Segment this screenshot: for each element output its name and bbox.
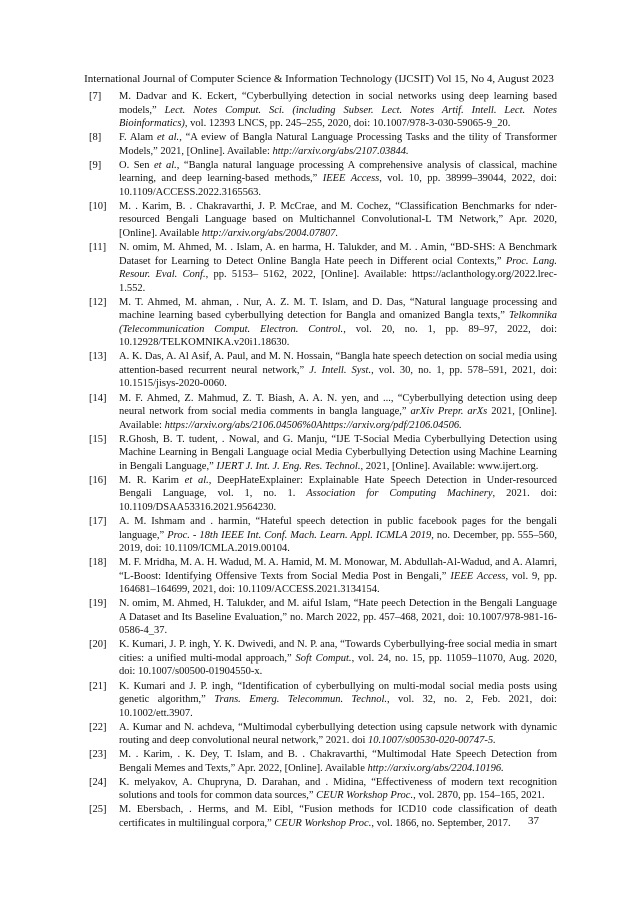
reference-segment: M. Dadvar and K. Eckert, “Cyberbullying detection in social networks using deep learning based models,” [119, 91, 557, 116]
reference-segment: K. melyakov, A. Chupryna, D. Darahan, and . Midina, “Effectiveness of modern text recognition solutions and tools for common data sources,” [119, 776, 557, 802]
reference-item [89, 433, 557, 474]
reference-segment: A. K. Das, A. Al Asif, A. Paul, and M. N. Hossain, “Bangla hate speech detection on social media using attention-based recurrent neural network,” [119, 351, 557, 376]
reference-text [119, 516, 557, 554]
reference-segment: N. omim, M. Ahmed, M. . Islam, A. en harma, H. Talukder, and M. . Amin, “BD-SHS: A Benchmark Dataset for Learning to Detect Online Bangla Hate peech in Different ocial Contexts,” [119, 242, 557, 267]
reference-italic-segment: http://arxiv.org/abs/2004.07807. [201, 227, 339, 239]
reference-segment: , “Bangla natural language processing A comprehensive analysis of classical, machine learning, and deep learning-based methods,” [119, 159, 557, 185]
reference-segment: K. Kumari, J. P. ingh, Y. K. Dwivedi, and N. P. ana, “Towards Cyberbullying-free social media in smart cities: a unified multi-modal approach,” [119, 639, 557, 664]
reference-italic-segment: http://arxiv.org/abs/2107.03844. [272, 145, 409, 157]
reference-text [119, 91, 557, 129]
reference-segment: , vol. 32, no. 2, Feb. 2021, doi: 10.1002/ett.3907. [119, 694, 557, 719]
reference-item [89, 776, 557, 803]
reference-number: [15] [89, 433, 107, 445]
reference-item [89, 200, 557, 241]
reference-segment: M. Ebersbach, . Herms, and M. Eibl, “Fusion methods for ICD10 code classification of death certificates in multilingual corpora,” [119, 804, 557, 829]
reference-item [89, 680, 557, 721]
reference-italic-segment: https://arxiv.org/abs/2106.04506%0Ahttps://arxiv.org/pdf/2106.04506. [164, 419, 462, 431]
reference-italic-segment: J. Intell. Syst. [309, 364, 372, 376]
reference-segment: , vol. 10, pp. 38999–39044, 2022, doi: 10.1109/ACCESS.2022.3165563. [119, 173, 557, 198]
reference-italic-segment: CEUR Workshop Proc. [316, 790, 414, 802]
reference-segment: , DeepHateExplainer: Explainable Hate Speech Detection in Under-resourced Bengali Language, vol. 1, no. 1. [119, 474, 557, 500]
reference-text [119, 475, 557, 513]
reference-text [119, 804, 557, 829]
reference-number: [9] [89, 159, 102, 171]
reference-item [89, 131, 557, 158]
reference-number: [13] [89, 351, 107, 363]
reference-segment: , vol. 2870, pp. 154–165, 2021. [413, 790, 545, 802]
reference-text [119, 681, 557, 719]
reference-segment: F. Alam [119, 132, 157, 144]
reference-segment: , “A eview of Bangla Natural Language Processing Tasks and the tility of Transformer Models,” 2021, [Online]. Available: [119, 132, 557, 157]
reference-segment: K. Kumari and J. P. ingh, “Identification of cyberbullying on multi-modal social media posts using genetic algorithm,” [119, 680, 557, 706]
reference-text [119, 434, 557, 472]
reference-italic-segment: IEEE Access [322, 173, 380, 185]
reference-number: [20] [89, 639, 107, 651]
reference-segment: , 2021. doi: 10.1109/DSAA53316.2021.9564230. [119, 488, 557, 513]
reference-item [89, 556, 557, 597]
reference-number: [17] [89, 515, 107, 527]
reference-item [89, 597, 557, 638]
reference-number: [18] [89, 557, 107, 569]
reference-segment: , vol. 9, pp. 164681–164699, 2021, doi: 10.1109/ACCESS.2021.3134154. [119, 570, 557, 596]
reference-item [89, 515, 557, 556]
reference-italic-segment: Trans. Emerg. Telecommun. Technol. [214, 694, 388, 706]
reference-segment: M. . Karim, . K. Dey, T. Islam, and B. . Chakravarthi, “Multimodal Hate Speech Detection from Bengali Memes and Texts,” Apr. 2022, [Online]. Available [119, 749, 557, 774]
reference-italic-segment: 10.1007/s00530-020-00747-5. [368, 735, 496, 747]
reference-item [89, 803, 557, 830]
reference-item [89, 392, 557, 433]
reference-text [119, 722, 557, 747]
reference-text [119, 351, 557, 389]
reference-italic-segment: Proc. Lang. Resour. Eval. Conf. [119, 255, 557, 281]
reference-number: [23] [89, 749, 107, 761]
page-number: 37 [528, 815, 539, 827]
reference-item [89, 296, 557, 350]
reference-text [119, 160, 557, 198]
reference-number: [12] [89, 296, 107, 308]
reference-list [89, 90, 557, 831]
journal-header: International Journal of Computer Science & Information Technology (IJCSIT) Vol 15, No 4, August 2023 [84, 73, 554, 85]
reference-number: [11] [89, 242, 107, 254]
reference-item [89, 748, 557, 775]
reference-number: [14] [89, 392, 107, 404]
reference-segment: , pp. 5153– 5162, 2022, [Online]. Available: https://aclanthology.org/2022.lrec-1.552. [119, 269, 557, 294]
reference-item [89, 241, 557, 295]
reference-italic-segment: CEUR Workshop Proc. [274, 817, 372, 829]
reference-segment: M. . Karim, B. . Chakravarthi, J. P. McCrae, and M. Cochez, “Classification Benchmarks for nder-resourced Bengali Language based on Multichannel Convolutional-L TM Network,” Apr. 2020, [Online]. Available [119, 200, 557, 239]
reference-italic-segment: et al. [153, 159, 177, 171]
reference-segment: M. T. Ahmed, M. ahman, . Nur, A. Z. M. T. Islam, and D. Das, “Natural language processing and machine learning based cyberbullying detection for Bangla and omanized Bangla texts,” [119, 296, 557, 322]
reference-segment: 2021, [Online]. Available: [119, 406, 557, 431]
reference-italic-segment: IEEE Access [450, 570, 506, 582]
reference-italic-segment: http://arxiv.org/abs/2204.10196. [367, 762, 504, 774]
reference-text [119, 297, 557, 349]
reference-number: [24] [89, 776, 107, 788]
reference-segment: R.Ghosh, B. T. tudent, . Nowal, and G. Manju, “IJE T-Social Media Cyberbullying Detection using Machine Learning in Bengali Language ocial Media Cyberbullying Detection using Machine Learning in Bengali Language,” [119, 433, 557, 472]
reference-number: [7] [89, 91, 102, 102]
reference-segment: , 2021, [Online]. Available: www.ijert.org. [360, 460, 539, 472]
reference-text [119, 132, 557, 157]
reference-text [119, 393, 557, 431]
reference-italic-segment: Association for Computing Machinery [306, 488, 493, 500]
reference-text [119, 777, 557, 802]
reference-item [89, 90, 557, 131]
reference-segment: , no. December, pp. 555–560, 2019, doi: 10.1109/ICMLA.2019.00104. [119, 529, 557, 555]
reference-text [119, 201, 557, 239]
reference-segment: , vol. 30, no. 1, pp. 578–591, 2021, doi: 10.1515/jisys-2020-0060. [119, 364, 557, 390]
reference-number: [8] [89, 132, 102, 144]
reference-segment: M. R. Karim [119, 474, 185, 486]
reference-number: [10] [89, 200, 107, 212]
reference-item [89, 638, 557, 679]
reference-number: [21] [89, 680, 107, 692]
reference-italic-segment: et al. [157, 132, 180, 144]
reference-item [89, 474, 557, 515]
reference-number: [22] [89, 721, 107, 733]
reference-segment: M. F. Mridha, M. A. H. Wadud, M. A. Hamid, M. M. Monowar, M. Abdullah-Al-Wadud, and A. Alamri, “L-Boost: Identifying Offensive Texts from Social Media Post in Bengali,” [119, 557, 557, 582]
reference-segment: A. Kumar and N. achdeva, “Multimodal cyberbullying detection using capsule network with dynamic routing and deep convolutional neural network,” 2021. doi [119, 721, 557, 747]
reference-italic-segment: arXiv Prepr. arXs [410, 406, 488, 418]
reference-segment: , vol. 12393 LNCS, pp. 245–255, 2020, doi: 10.1007/978-3-030-59065-9_20. [184, 118, 511, 130]
reference-number: [19] [89, 598, 107, 610]
reference-italic-segment: et al. [184, 474, 209, 486]
reference-segment: N. omim, M. Ahmed, H. Talukder, and M. aiful Islam, “Hate peech Detection in the Bengali Language A Dataset and Its Baseline Evaluation,” no. March 2022, pp. 457–468, 2021, doi: 10.1007/978-981-16-0586-4_37. [119, 598, 557, 637]
reference-item [89, 721, 557, 748]
reference-text [119, 242, 557, 294]
reference-segment: , vol. 20, no. 1, pp. 89–97, 2022, doi: 10.12928/TELKOMNIKA.v20i1.18630. [119, 323, 557, 349]
reference-segment: , vol. 24, no. 15, pp. 11059–11070, Aug. 2020, doi: 10.1007/s00500-01904550-x. [119, 652, 557, 678]
reference-segment: , vol. 1866, no. September, 2017. [371, 817, 511, 829]
reference-segment: A. M. Ishmam and . harmin, “Hateful speech detection in public facebook pages for the bengali language,” [119, 515, 557, 541]
reference-italic-segment: Lect. Notes Comput. Sci. (including Subser. Lect. Notes Artif. Intell. Lect. Notes Bioinformatics) [119, 104, 557, 130]
reference-text [119, 749, 557, 774]
reference-segment: M. F. Ahmed, Z. Mahmud, Z. T. Biash, A. A. N. yen, and ..., “Cyberbullying detection using deep neural network from social media comments in bangla language,” [119, 392, 557, 418]
reference-number: [25] [89, 804, 107, 816]
reference-italic-segment: Soft Comput. [295, 652, 352, 664]
reference-text [119, 557, 557, 595]
reference-text [119, 598, 557, 636]
reference-number: [16] [89, 474, 107, 486]
reference-italic-segment: Proc. - 18th IEEE Int. Conf. Mach. Learn. Appl. ICMLA 2019 [167, 529, 432, 541]
reference-item [89, 159, 557, 200]
reference-text [119, 639, 557, 677]
reference-item [89, 350, 557, 391]
reference-segment: O. Sen [119, 159, 154, 171]
reference-italic-segment: Telkomnika (Telecommunication Comput. Electron. Control. [119, 310, 557, 335]
reference-italic-segment: IJERT J. Int. J. Eng. Res. Technol. [216, 460, 361, 472]
